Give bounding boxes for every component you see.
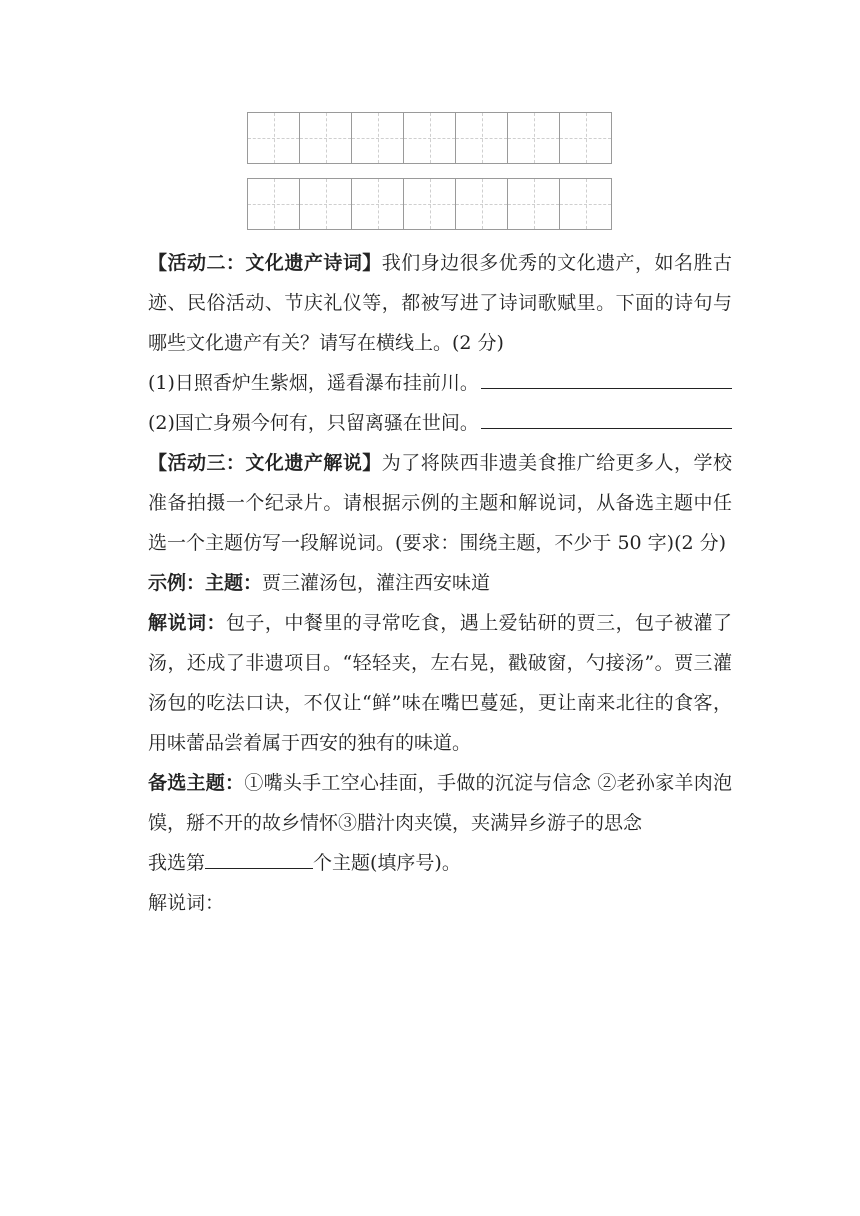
choice-line <box>148 843 732 883</box>
question-1-text: (1)日照香炉生紫烟，遥看瀑布挂前川。 <box>148 372 479 394</box>
options-label: 备选主题： <box>148 772 245 794</box>
document-content <box>148 243 732 923</box>
writing-grid-row-1[interactable] <box>247 112 612 164</box>
choice-suffix: 个主题(填序号)。 <box>313 852 461 874</box>
grid-cell[interactable] <box>248 178 300 230</box>
options-paragraph <box>148 763 732 843</box>
choice-prefix: 我选第 <box>148 852 206 874</box>
activity2-body: 我们身边很多优秀的文化遗产，如名胜古迹、民俗活动、节庆礼仪等，都被写进了诗词歌赋里。下面的诗句与哪些文化遗产有关？请写在横线上。(2 分) <box>148 252 732 354</box>
answer-line-1[interactable] <box>481 370 732 389</box>
grid-cell[interactable] <box>404 178 456 230</box>
grid-cell[interactable] <box>352 112 404 164</box>
question-2 <box>148 403 732 443</box>
example-label: 示例：主题： <box>148 572 263 594</box>
commentary-paragraph <box>148 603 732 763</box>
activity3-body: 为了将陕西非遗美食推广给更多人，学校准备拍摄一个纪录片。请根据示例的主题和解说词，从备选主题中任选一个主题仿写一段解说词。(要求：围绕主题，不少于 50 字)(2 分) <box>148 452 732 554</box>
commentary-text: 包子，中餐里的寻常吃食，遇上爱钻研的贾三，包子被灌了汤，还成了非遗项目。“轻轻夹，左右晃，戳破窗，勺接汤”。贾三灌汤包的吃法口诀，不仅让“鲜”味在嘴巴蔓延，更让南来北往的食客，用味蕾品尝着属于西安的独有的味道。 <box>148 612 732 754</box>
example-theme: 贾三灌汤包，灌注西安味道 <box>262 572 491 594</box>
choice-blank[interactable] <box>205 850 313 869</box>
grid-cell[interactable] <box>456 178 508 230</box>
grid-cell[interactable] <box>508 178 560 230</box>
grid-cell[interactable] <box>560 112 612 164</box>
activity2-heading: 【活动二：文化遗产诗词】 <box>148 252 382 274</box>
options-text: ①嘴头手工空心挂面，手做的沉淀与信念 ②老孙家羊肉泡馍，掰不开的故乡情怀③腊汁肉夹馍，夹满异乡游子的思念 <box>148 772 732 834</box>
answer-commentary-line <box>148 883 732 923</box>
grid-cell[interactable] <box>300 112 352 164</box>
question-2-text: (2)国亡身殒今何有，只留离骚在世间。 <box>148 412 479 434</box>
answer-line-2[interactable] <box>481 410 732 429</box>
grid-cell[interactable] <box>404 112 456 164</box>
example-line <box>148 563 732 603</box>
writing-grid-row-2[interactable] <box>247 178 612 230</box>
answer-commentary-label: 解说词： <box>148 892 225 914</box>
grid-cell[interactable] <box>300 178 352 230</box>
grid-cell[interactable] <box>560 178 612 230</box>
activity3-paragraph <box>148 443 732 563</box>
grid-cell[interactable] <box>456 112 508 164</box>
commentary-label: 解说词： <box>148 612 226 634</box>
question-1 <box>148 363 732 403</box>
activity2-paragraph <box>148 243 732 363</box>
grid-cell[interactable] <box>248 112 300 164</box>
activity3-heading: 【活动三：文化遗产解说】 <box>148 452 382 474</box>
grid-cell[interactable] <box>508 112 560 164</box>
grid-cell[interactable] <box>352 178 404 230</box>
